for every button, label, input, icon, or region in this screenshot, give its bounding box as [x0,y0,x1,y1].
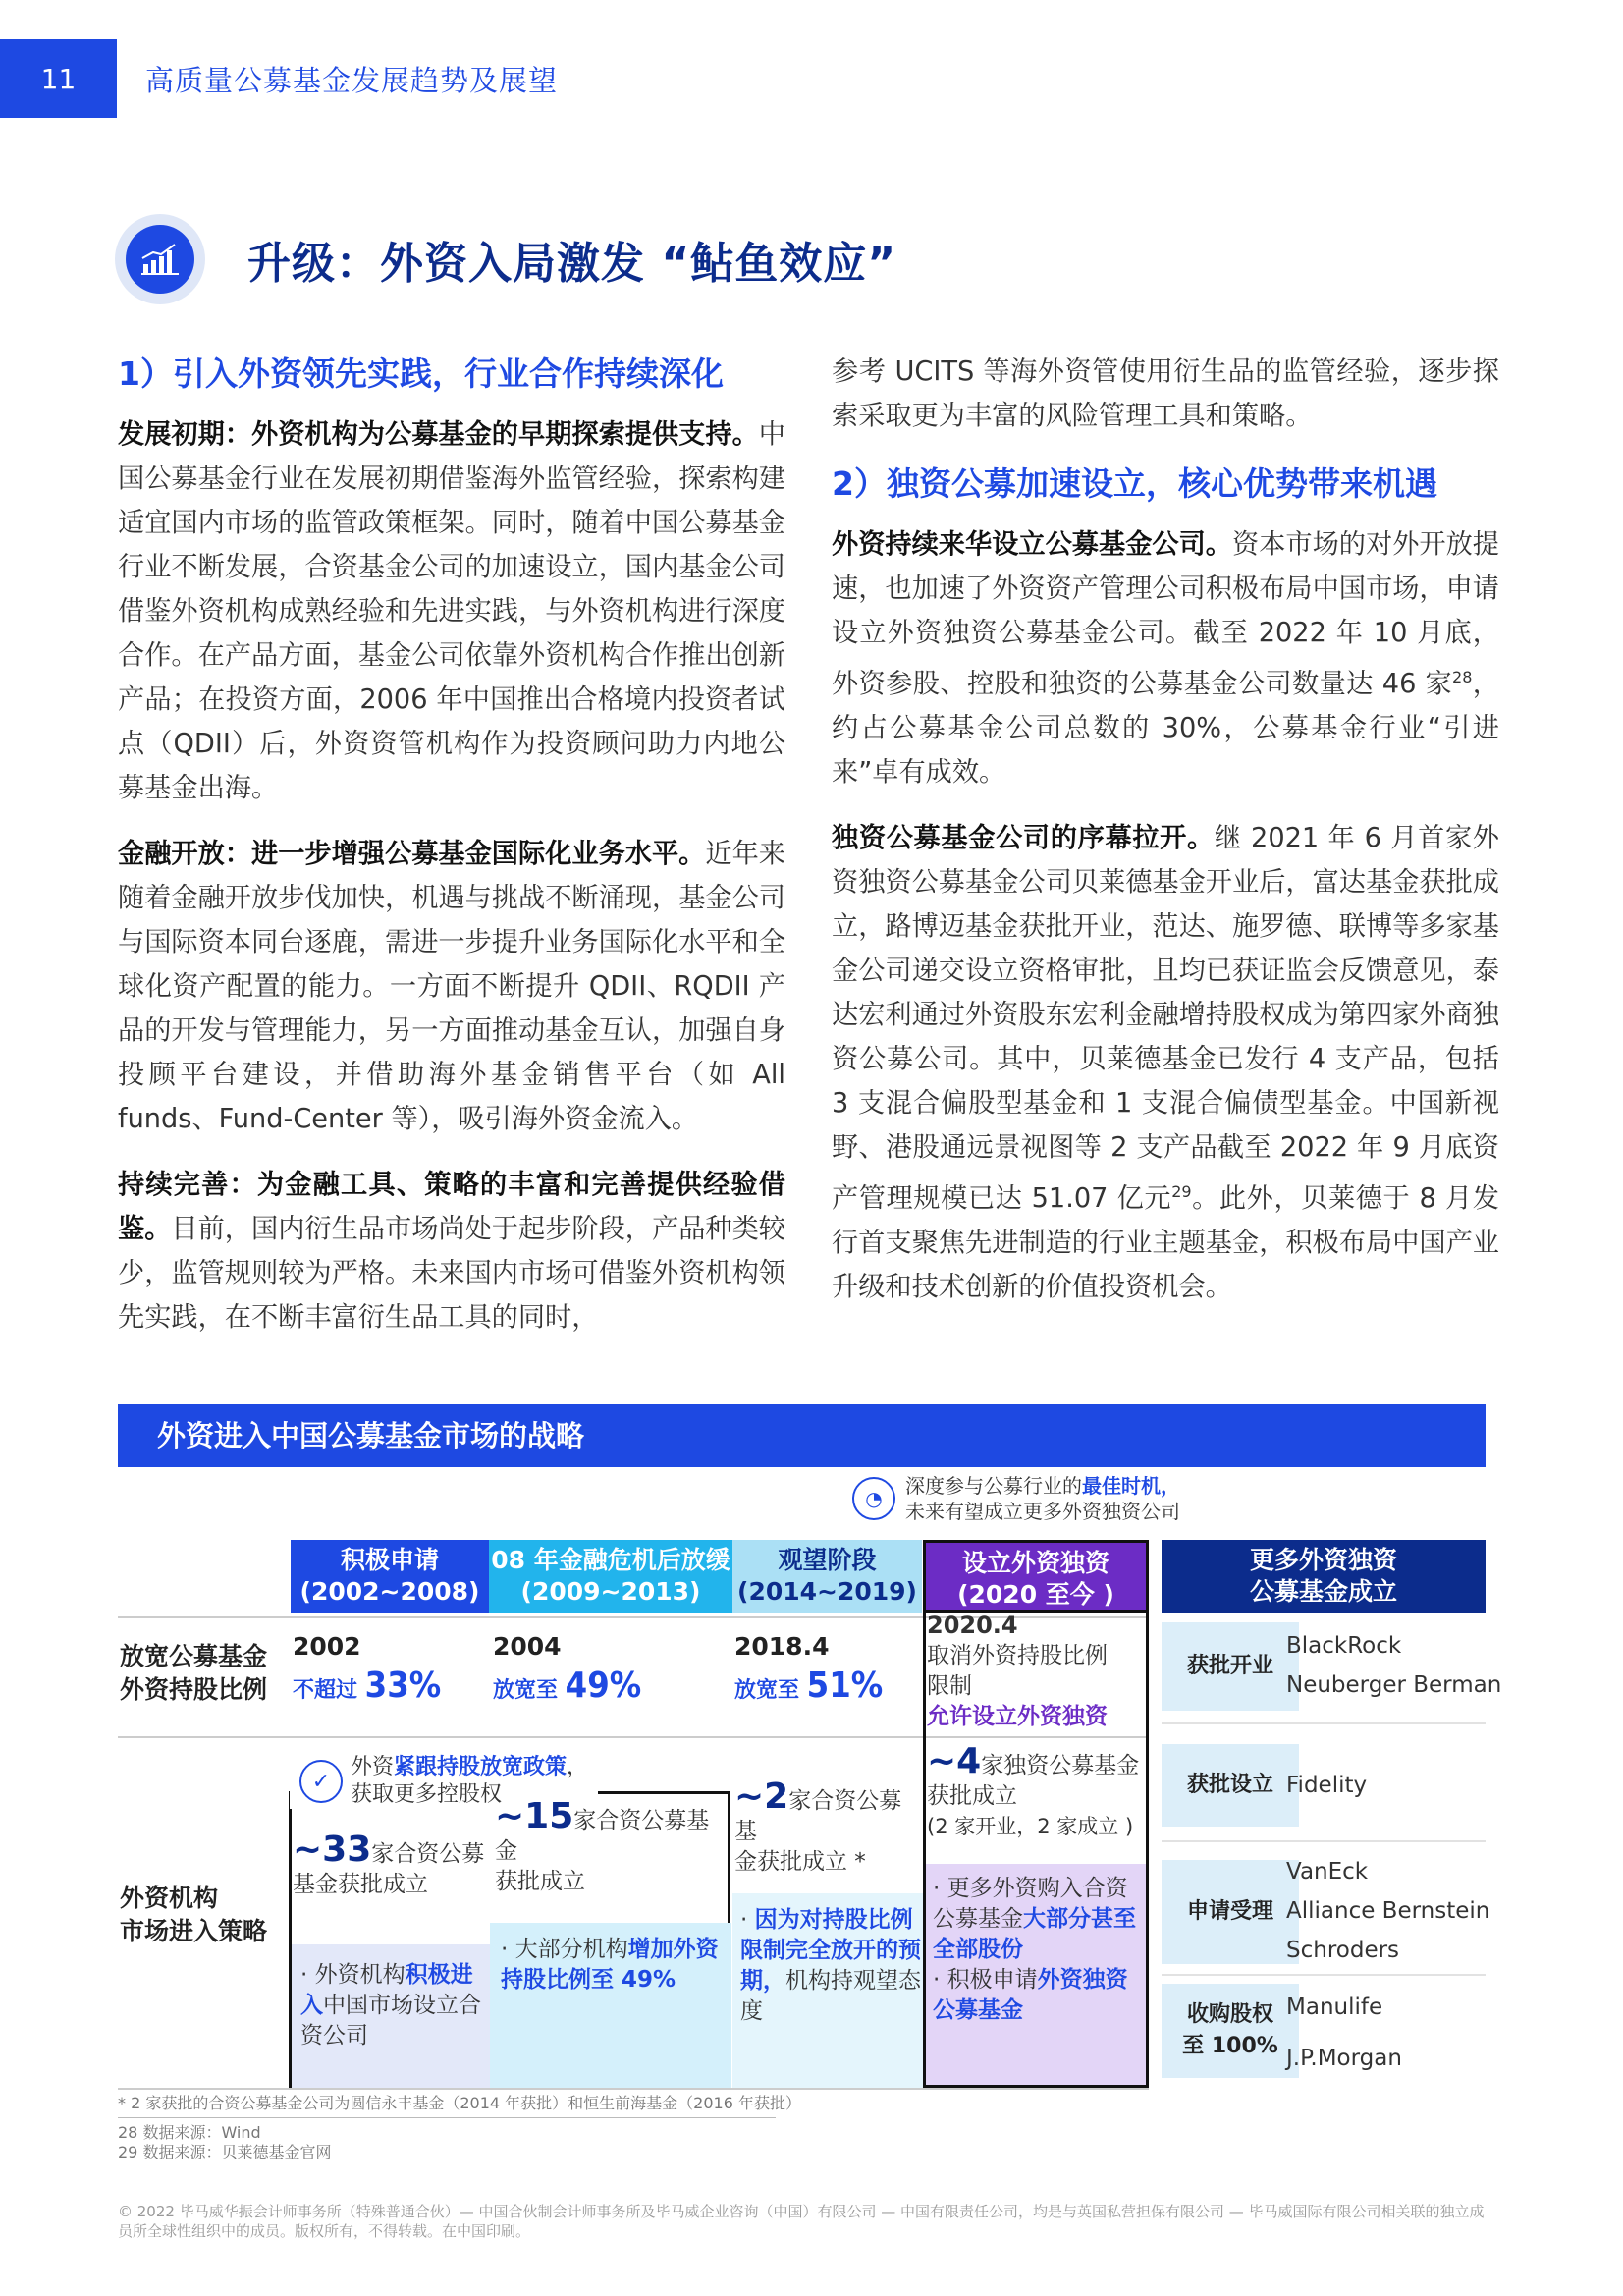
bullet: · 因为对持股比例限制完全放开的预期，机构持观望态度 [740,1907,921,2024]
subheading-2: 2）独资公募加速设立，核心优势带来机遇 [832,465,1437,503]
paragraph: 外资持续来华设立公募基金公司。资本市场的对外开放提速，也加速了外资资产管理公司积极布局中国市场，申请设立外资独资公募基金公司。截至 2022 年 10 月底，外资参股、控股和独资的公募基金公司数量达 46 家$^{28}$，约占公募基金公司总数的 30%，公募基金行业“引进来”卓有成效。 [832,529,1499,789]
phase-header: 设立外资独资 (2020 至今 ) [923,1540,1149,1613]
phase-header: 08 年金融危机后放缓 (2009~2013) [489,1540,732,1613]
ownership-limit: 不超过 33% [293,1666,442,1706]
gauge-icon: ◔ [852,1477,895,1520]
footnote-star: * 2 家获批的合资公募基金公司为圆信永丰基金（2014 年获批）和恒生前海基金（2016 年获批） [118,2094,801,2112]
paragraph: 发展初期：外资机构为公募基金的早期探索提供支持。中国公募基金行业在发展初期借鉴海外监管经验，探索构建适宜国内市场的监管政策框架。同时，随着中国公募基金行业不断发展，合资基金公司的加速设立，国内基金公司借鉴外资机构成熟经验和先进实践，与外资机构进行深度合作。在产品方面，基金公司依靠外资机构合作推出创新产品；在投资方面，2006 年中国推出合格境内投资者试点（QDII）后，外资资管机构作为投资顾问助力内地公募基金出海。 [118,419,785,803]
bullet: · 更多外资购入合资公募基金大部分甚至全部股份 · 积极申请外资独资公募基金 [933,1876,1136,2023]
copyright: © 2022 毕马威华振会计师事务所（特殊普通合伙）— 中国合伙制会计师事务所及毕马威企业咨询（中国）有限公司 — 中国有限责任公司，均是与英国私营担保有限公司 — 毕马威国际有限公司相关联的独立成员所全球性组织中的成员。版权所有，不得转载。在中国印刷。 [118,2203,1485,2240]
subheading-1: 1）引入外资领先实践，行业合作持续深化 [118,355,724,393]
policy-2020: 2020.4 取消外资持股比例 限制 允许设立外资独资 [927,1612,1108,1729]
ownership-limit: 放宽至 49% [493,1666,642,1706]
wfoe-count-2020: ~4家独资公募基金 获批成立 (2 家开业，2 家成立 ) [927,1741,1140,1838]
jv-count-2009: ~15家合资公募基金 获批成立 [495,1796,710,1894]
bar-chart-icon [115,214,205,304]
company-list: Fidelity [1286,1773,1368,1798]
follow-policy-note: ✓ 外资紧跟持股放宽政策， 获取更多控股权 [290,1754,598,1809]
page-number: 11 [0,39,117,118]
jv-count-2002: ~33家合资公募 基金获批成立 [293,1830,485,1897]
paragraph: 独资公募基金公司的序幕拉开。继 2021 年 6 月首家外资独资公募基金公司贝莱德基金开业后，富达基金获批成立，路博迈基金获批开业，范达、施罗德、联博等多家基金公司递交设立资格审批，且均已获证监会反馈意见，泰达宏利通过外资股东宏利金融增持股权成为第四家外商独资公募公司。其中，贝莱德基金已发行 4 支产品，包括 3 支混合偏股型基金和 1 支混合偏债型基金。中国新视野、港股通远景视图等 2 支产品截至 2022 年 9 月底资产管理规模已达 51.07 亿元$^{29}$。此外，贝莱德于 8 月发行首支聚焦先进制造的行业主题基金，积极布局中国产业升级和技术创新的价值投资机会。 [832,823,1499,1303]
status-tag: 获批开业 [1162,1622,1299,1711]
figure-title: 外资进入中国公募基金市场的战略 [118,1404,1486,1467]
left-column [118,350,785,1361]
divider [1162,1840,1486,1842]
paragraph: 金融开放：进一步增强公募基金国际化业务水平。近年来随着金融开放步伐加快，机遇与挑战不断涌现，基金公司与国际资本同台逐鹿，需进一步提升业务国际化水平和全球化资产配置的能力。一方面不断提升 QDII、RQDII 产品的开发与管理能力，另一方面推动基金互认，加强自身投顾平台建设，并借助海外基金销售平台（如 All funds、Fund-Center 等），吸引海外资金流入。 [118,839,785,1134]
section-title: 升级：外资入局激发 “鲇鱼效应” [247,239,897,289]
status-tag: 收购股权至 100% [1162,1984,1299,2078]
footnote-29: 29 数据来源：贝莱德基金官网 [118,2143,332,2161]
ownership-limit: 放宽至 51% [734,1666,884,1706]
company-list: VanEck Alliance Bernstein Schroders [1286,1859,1490,1963]
divider [118,2117,776,2118]
check-badge-icon: ✓ [299,1760,343,1803]
phase-header: 更多外资独资 公募基金成立 [1162,1540,1486,1613]
footnote-28: 28 数据来源：Wind [118,2123,261,2142]
year-label: 2018.4 [734,1632,830,1661]
status-tag: 申请受理 [1162,1860,1299,1964]
phase-header: 观望阶段 (2014~2019) [732,1540,922,1613]
company-list: BlackRock Neuberger Berman [1286,1633,1502,1698]
year-label: 2004 [493,1632,562,1661]
best-timing-note: ◔ 深度参与公募行业的最佳时机， 未来有望成立更多外资独资公司 [852,1473,1180,1524]
divider [1162,1722,1486,1724]
status-tag: 获批设立 [1162,1744,1299,1827]
divider [1162,1974,1486,1976]
phase-header: 积极申请 (2002~2008) [291,1540,489,1613]
divider [118,2088,1149,2090]
jv-count-2014: ~2家合资公募基 金获批成立 * [734,1777,902,1875]
paragraph: 参考 UCITS 等海外资管使用衍生品的监管经验，逐步探索采取更为丰富的风险管理工具和策略。 [832,356,1499,431]
right-column [832,350,1499,1331]
company-list: Manulife J.P.Morgan [1286,1995,1402,2071]
row-label-ownership: 放宽公募基金 外资持股比例 [120,1642,268,1704]
bullet: · 大部分机构增加外资持股比例至 49% [501,1937,719,1993]
bullet: · 外资机构积极进入中国市场设立合资公司 [300,1962,481,2049]
paragraph: 持续完善：为金融工具、策略的丰富和完善提供经验借鉴。目前，国内衍生品市场尚处于起步阶段，产品种类较少，监管规则较为严格。未来国内市场可借鉴外资机构领先实践，在不断丰富衍生品工具的同时， [118,1170,785,1333]
row-label-strategy: 外资机构 市场进入策略 [120,1884,268,1945]
year-label: 2002 [293,1632,361,1661]
header-title: 高质量公募基金发展趋势及展望 [145,64,559,97]
